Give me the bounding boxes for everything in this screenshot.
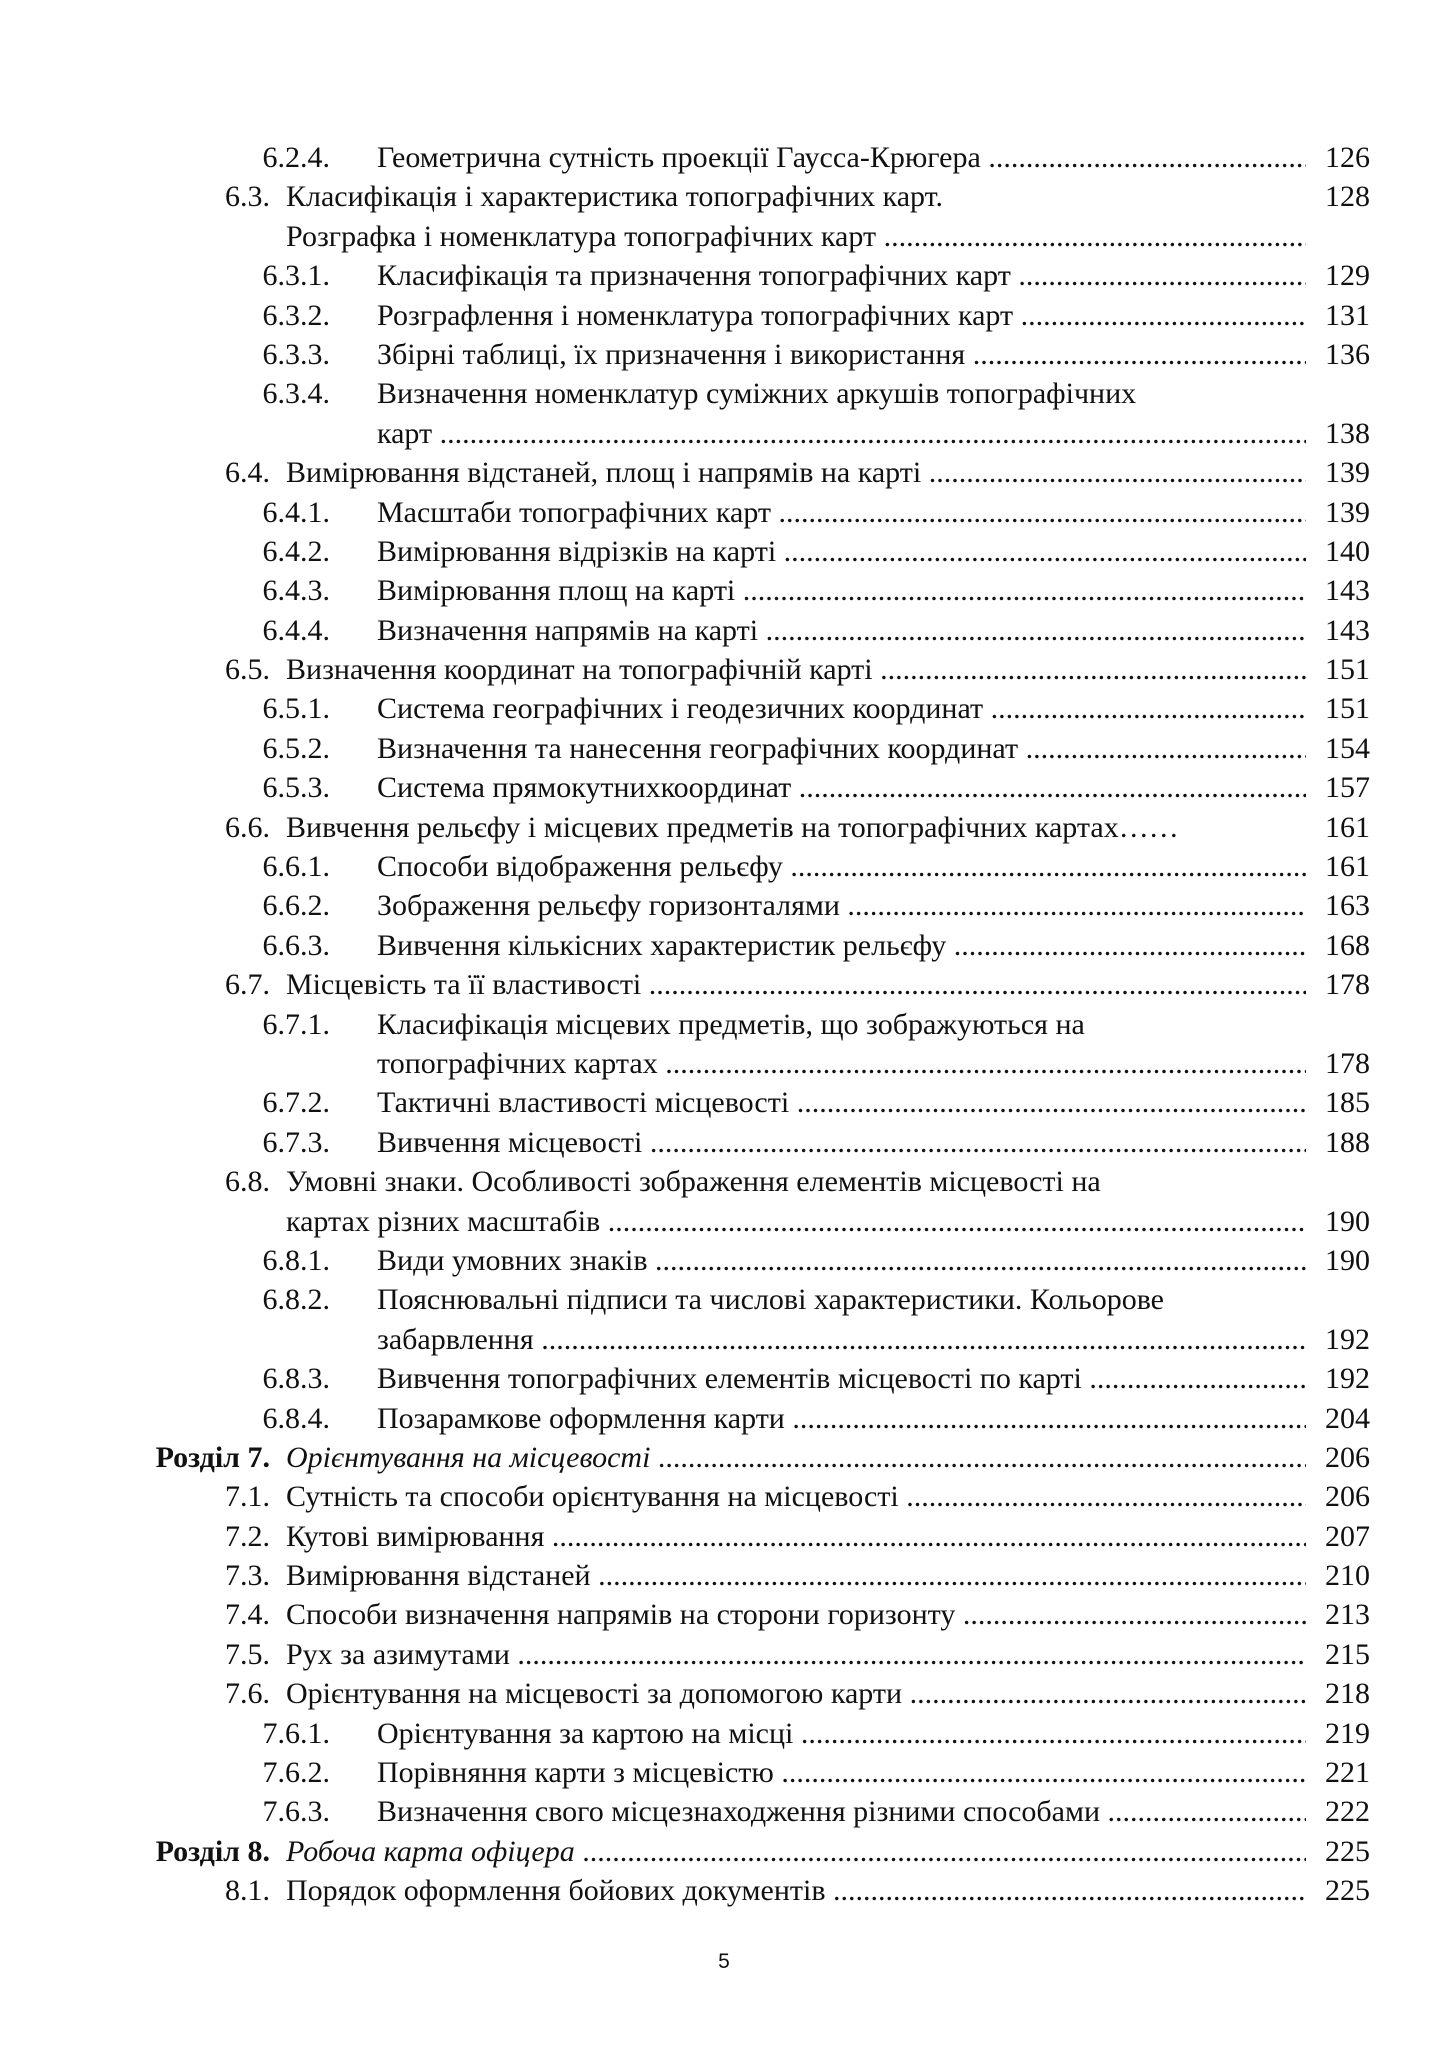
toc-entry[interactable] xyxy=(0,1280,1448,1319)
toc-entry[interactable] xyxy=(0,965,1448,1004)
toc-entry-number: 6.7.3. xyxy=(262,1125,330,1159)
table-of-contents xyxy=(0,138,1448,1911)
toc-entry[interactable] xyxy=(0,335,1448,374)
toc-entry-number: 6.5.3. xyxy=(262,771,330,805)
toc-chapter-title: Орієнтування на місцевості ..... xyxy=(286,1438,1306,1477)
toc-entry[interactable] xyxy=(0,374,1448,413)
toc-entry-title: Порядок оформлення бойових документів ..... xyxy=(286,1871,1306,1910)
toc-entry[interactable] xyxy=(0,808,1448,847)
toc-entry-number: 6.8.4. xyxy=(262,1401,330,1435)
toc-entry[interactable] xyxy=(0,650,1448,689)
toc-entry-page: 218 xyxy=(1325,1677,1370,1711)
toc-entry-page: 219 xyxy=(1325,1716,1370,1750)
toc-entry-number: 6.5.1. xyxy=(262,692,330,726)
toc-entry-title: Визначення свого місцезнаходження різними способами ..... xyxy=(377,1792,1306,1831)
toc-entry-page: 190 xyxy=(1325,1204,1370,1238)
toc-entry-continuation[interactable] xyxy=(0,1320,1448,1359)
toc-entry-page: 185 xyxy=(1325,1086,1370,1120)
toc-entry-page: 168 xyxy=(1325,928,1370,962)
toc-entry-title: Визначення координат на топографічній карті ..... xyxy=(286,650,1306,689)
toc-entry-number: 7.3. xyxy=(225,1559,270,1593)
toc-entry[interactable] xyxy=(0,1674,1448,1713)
toc-entry[interactable] xyxy=(0,256,1448,295)
toc-entry-continuation[interactable] xyxy=(0,414,1448,453)
toc-entry[interactable] xyxy=(0,729,1448,768)
toc-entry-title: Масштаби топографічних карт ..... xyxy=(377,493,1306,532)
toc-chapter-number: Розділ 7. xyxy=(155,1440,270,1474)
toc-entry[interactable] xyxy=(0,493,1448,532)
toc-entry[interactable] xyxy=(0,1556,1448,1595)
toc-entry-number: 6.3. xyxy=(225,180,270,214)
toc-entry[interactable] xyxy=(0,611,1448,650)
toc-entry[interactable] xyxy=(0,1083,1448,1122)
toc-entry[interactable] xyxy=(0,296,1448,335)
toc-entry-number: 6.4.1. xyxy=(262,495,330,529)
toc-chapter-title: Робоча карта офіцера ..... xyxy=(286,1832,1306,1871)
toc-entry-number: 6.3.1. xyxy=(262,259,330,293)
toc-entry-number: 6.8. xyxy=(225,1165,270,1199)
toc-entry[interactable] xyxy=(0,1871,1448,1910)
toc-entry-title: Способи відображення рельєфу ..... xyxy=(377,847,1306,886)
toc-entry-number: 7.6. xyxy=(225,1677,270,1711)
toc-entry[interactable] xyxy=(0,1359,1448,1398)
toc-entry-title: Способи визначення напрямів на сторони горизонту ..... xyxy=(286,1595,1306,1634)
toc-entry[interactable] xyxy=(0,1714,1448,1753)
toc-entry-page: 163 xyxy=(1325,889,1370,923)
toc-entry-page: 138 xyxy=(1325,416,1370,450)
toc-chapter-number: Розділ 8. xyxy=(155,1834,270,1868)
toc-entry-title: Вимірювання відрізків на карті ..... xyxy=(377,532,1306,571)
toc-entry-title: Вивчення місцевості ..... xyxy=(377,1123,1306,1162)
toc-entry-page: 136 xyxy=(1325,337,1370,371)
page-number: 5 xyxy=(718,1950,730,1973)
toc-entry-title: картах різних масштабів ..... xyxy=(286,1202,1306,1241)
toc-entry[interactable] xyxy=(0,1753,1448,1792)
toc-entry[interactable] xyxy=(0,138,1448,177)
toc-entry-title: Вивчення топографічних елементів місцевості по карті ..... xyxy=(377,1359,1306,1398)
toc-entry-title: Види умовних знаків ..... xyxy=(377,1241,1306,1280)
toc-entry-title: топографічних картах ..... xyxy=(377,1044,1306,1083)
toc-entry-page: 192 xyxy=(1325,1362,1370,1396)
toc-entry-number: 6.3.2. xyxy=(262,298,330,332)
toc-entry-title: Вивчення кількісних характеристик рельєфу ..... xyxy=(377,926,1306,965)
toc-entry[interactable] xyxy=(0,1399,1448,1438)
toc-entry-page: 215 xyxy=(1325,1637,1370,1671)
toc-entry-title: Класифікація та призначення топографічних карт ..... xyxy=(377,256,1306,295)
toc-entry-title: Тактичні властивості місцевості ..... xyxy=(377,1083,1306,1122)
toc-entry-page: 129 xyxy=(1325,259,1370,293)
toc-entry[interactable] xyxy=(0,847,1448,886)
toc-entry[interactable] xyxy=(0,532,1448,571)
toc-entry-number: 7.6.3. xyxy=(262,1795,330,1829)
toc-entry-title: Вимірювання відстаней ..... xyxy=(286,1556,1306,1595)
toc-entry-number: 8.1. xyxy=(225,1874,270,1908)
toc-entry-page: 140 xyxy=(1325,534,1370,568)
toc-entry-title: забарвлення ..... xyxy=(377,1320,1306,1359)
toc-entry-page: 161 xyxy=(1325,810,1370,844)
toc-entry-number: 6.6.3. xyxy=(262,928,330,962)
toc-entry-page: 143 xyxy=(1325,613,1370,647)
toc-entry[interactable] xyxy=(0,1517,1448,1556)
toc-entry-title: Система прямокутнихкоординат ..... xyxy=(377,768,1306,807)
toc-entry-number: 6.7. xyxy=(225,968,270,1002)
toc-entry-title: Розграфлення і номенклатура топографічних карт ..... xyxy=(377,296,1306,335)
toc-entry-page: 225 xyxy=(1325,1874,1370,1908)
toc-entry-number: 7.5. xyxy=(225,1637,270,1671)
toc-entry-number: 6.4.2. xyxy=(262,534,330,568)
toc-entry[interactable] xyxy=(0,1792,1448,1831)
toc-entry[interactable] xyxy=(0,571,1448,610)
toc-entry-page: 178 xyxy=(1325,1046,1370,1080)
toc-entry-page: 139 xyxy=(1325,495,1370,529)
toc-entry-number: 6.5.2. xyxy=(262,731,330,765)
toc-entry-number: 7.4. xyxy=(225,1598,270,1632)
toc-entry-page: 225 xyxy=(1325,1834,1370,1868)
toc-entry-number: 6.8.3. xyxy=(262,1362,330,1396)
toc-entry[interactable] xyxy=(0,886,1448,925)
toc-entry-title: Визначення та нанесення географічних координат ..... xyxy=(377,729,1306,768)
toc-entry-title: Пояснювальні підписи та числові характеристики. Кольорове xyxy=(377,1283,1165,1317)
toc-entry-title: Система географічних і геодезичних координат ..... xyxy=(377,689,1306,728)
toc-entry-number: 6.6. xyxy=(225,810,270,844)
toc-entry-title: карт ..... xyxy=(377,414,1306,453)
toc-entry-number: 6.5. xyxy=(225,653,270,687)
toc-entry-title: Вивчення рельєфу і місцевих предметів на топографічних картах…… xyxy=(286,810,1179,844)
toc-entry[interactable] xyxy=(0,1123,1448,1162)
toc-entry-title: Визначення напрямів на карті ..... xyxy=(377,611,1306,650)
toc-entry-page: 151 xyxy=(1325,653,1370,687)
toc-entry-page: 206 xyxy=(1325,1480,1370,1514)
toc-entry-continuation[interactable] xyxy=(0,1044,1448,1083)
toc-entry-number: 6.6.2. xyxy=(262,889,330,923)
toc-entry-title: Позарамкове оформлення карти ..... xyxy=(377,1399,1306,1438)
toc-entry[interactable] xyxy=(0,689,1448,728)
toc-entry-page: 143 xyxy=(1325,574,1370,608)
toc-entry-page: 154 xyxy=(1325,731,1370,765)
toc-entry-number: 6.8.2. xyxy=(262,1283,330,1317)
toc-entry[interactable] xyxy=(0,1005,1448,1044)
toc-entry-number: 6.3.3. xyxy=(262,337,330,371)
toc-entry-title: Класифікація і характеристика топографічних карт. xyxy=(286,180,943,214)
toc-entry-number: 6.7.1. xyxy=(262,1007,330,1041)
toc-entry-page: 188 xyxy=(1325,1125,1370,1159)
toc-entry-title: Зображення рельєфу горизонталями ..... xyxy=(377,886,1306,925)
toc-entry-title: Класифікація місцевих предметів, що зображуються на xyxy=(377,1007,1085,1041)
toc-entry[interactable] xyxy=(0,1635,1448,1674)
toc-entry[interactable] xyxy=(0,1595,1448,1634)
toc-entry-title: Збірні таблиці, їх призначення і використання ..... xyxy=(377,335,1306,374)
toc-entry-title: Порівняння карти з місцевістю ..... xyxy=(377,1753,1306,1792)
toc-entry[interactable] xyxy=(0,768,1448,807)
toc-entry-page: 213 xyxy=(1325,1598,1370,1632)
toc-entry-page: 222 xyxy=(1325,1795,1370,1829)
toc-entry-continuation[interactable] xyxy=(0,217,1448,256)
toc-entry[interactable] xyxy=(0,1162,1448,1201)
toc-entry-number: 6.7.2. xyxy=(262,1086,330,1120)
toc-entry[interactable] xyxy=(0,1241,1448,1280)
toc-entry-title: Геометрична сутність проекції Гаусса-Крюгера ..... xyxy=(377,138,1306,177)
toc-entry-page: 128 xyxy=(1325,180,1370,214)
toc-entry-number: 7.2. xyxy=(225,1519,270,1553)
toc-entry-number: 7.6.2. xyxy=(262,1756,330,1790)
toc-entry-title: Рух за азимутами ..... xyxy=(286,1635,1306,1674)
toc-entry-number: 6.2.4. xyxy=(262,141,330,174)
toc-entry-page: 192 xyxy=(1325,1322,1370,1356)
toc-entry-page: 204 xyxy=(1325,1401,1370,1435)
toc-entry-page: 206 xyxy=(1325,1440,1370,1474)
toc-entry-continuation[interactable] xyxy=(0,1202,1448,1241)
toc-entry-number: 7.6.1. xyxy=(262,1716,330,1750)
toc-entry-number: 6.3.4. xyxy=(262,377,330,411)
toc-entry-page: 210 xyxy=(1325,1559,1370,1593)
toc-entry-number: 6.4. xyxy=(225,456,270,490)
toc-entry-title: Вимірювання відстаней, площ і напрямів на карті ..... xyxy=(286,453,1306,492)
toc-entry-title: Кутові вимірювання ..... xyxy=(286,1517,1306,1556)
toc-entry-title: Місцевість та її властивості ..... xyxy=(286,965,1306,1004)
toc-entry-number: 6.8.1. xyxy=(262,1243,330,1277)
toc-entry-page: 131 xyxy=(1325,298,1370,332)
toc-chapter-entry[interactable] xyxy=(0,1438,1448,1477)
toc-chapter-entry[interactable] xyxy=(0,1832,1448,1871)
toc-entry-page: 139 xyxy=(1325,456,1370,490)
toc-entry-title: Орієнтування за картою на місці ..... xyxy=(377,1714,1306,1753)
toc-entry-title: Орієнтування на місцевості за допомогою карти ..... xyxy=(286,1674,1306,1713)
toc-entry-page: 190 xyxy=(1325,1243,1370,1277)
toc-entry-title: Сутність та способи орієнтування на місцевості ..... xyxy=(286,1477,1306,1516)
toc-entry-number: 6.4.4. xyxy=(262,613,330,647)
toc-entry-title: Визначення номенклатур суміжних аркушів топографічних xyxy=(377,377,1137,411)
toc-entry-page: 151 xyxy=(1325,692,1370,726)
toc-entry-page: 161 xyxy=(1325,850,1370,884)
toc-entry[interactable] xyxy=(0,177,1448,216)
toc-entry-number: 6.4.3. xyxy=(262,574,330,608)
toc-entry-title: Вимірювання площ на карті ..... xyxy=(377,571,1306,610)
toc-entry-number: 6.6.1. xyxy=(262,850,330,884)
toc-entry[interactable] xyxy=(0,453,1448,492)
toc-entry-page: 157 xyxy=(1325,771,1370,805)
toc-entry[interactable] xyxy=(0,926,1448,965)
toc-entry[interactable] xyxy=(0,1477,1448,1516)
toc-entry-title: Розграфка і номенклатура топографічних карт ..... xyxy=(286,217,1306,256)
toc-entry-page: 207 xyxy=(1325,1519,1370,1553)
toc-entry-number: 7.1. xyxy=(225,1480,270,1514)
toc-entry-title: Умовні знаки. Особливості зображення елементів місцевості на xyxy=(286,1165,1101,1199)
toc-entry-page: 126 xyxy=(1325,141,1370,174)
toc-entry-page: 178 xyxy=(1325,968,1370,1002)
toc-entry-page: 221 xyxy=(1325,1756,1370,1790)
